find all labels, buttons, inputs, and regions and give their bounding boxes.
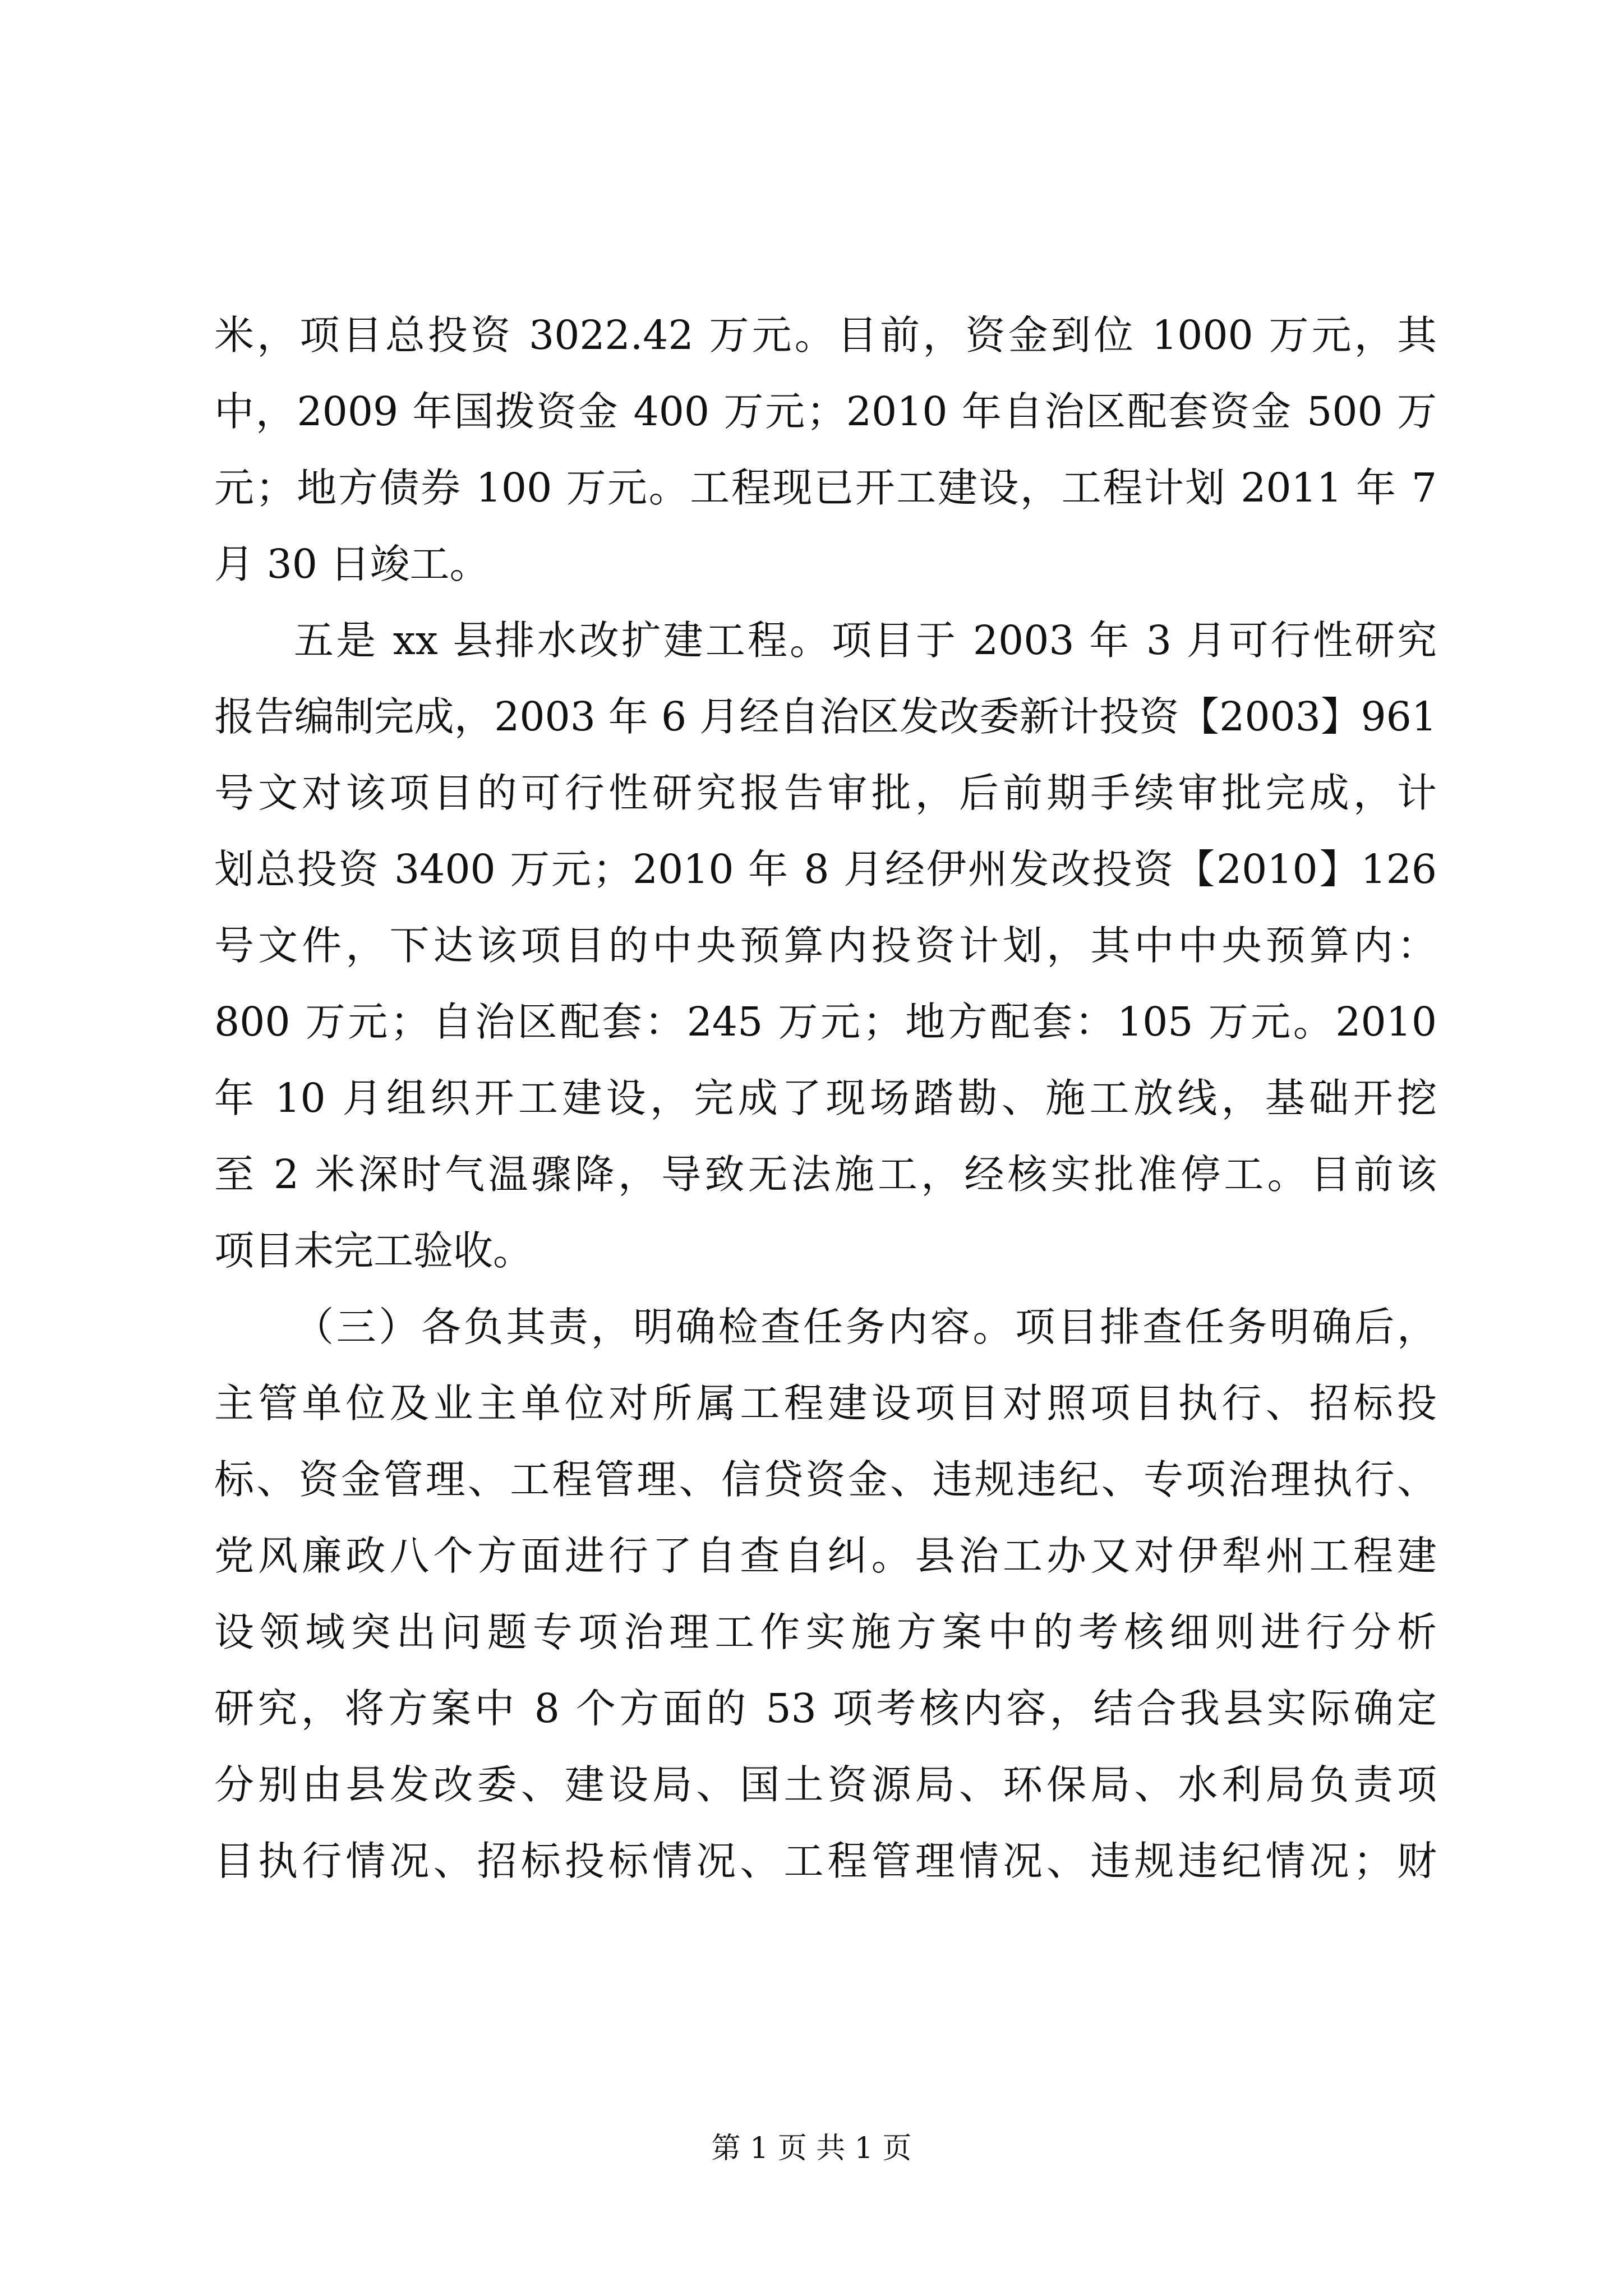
paragraph-line: 分别由县发改委、建设局、国土资源局、环保局、水利局负责项 [214, 1761, 1437, 1808]
document-body [214, 297, 1437, 1899]
paragraph-line: 划总投资 3400 万元；2010 年 8 月经伊州发改投资【2010】126 [214, 846, 1437, 892]
paragraph-line: 元；地方债券 100 万元。工程现已开工建设，工程计划 2011 年 7 [214, 464, 1437, 511]
paragraph-line: （三）各负其责，明确检查任务内容。项目排查任务明确后， [294, 1304, 1437, 1350]
paragraph-line: 至 2 米深时气温骤降，导致无法施工，经核实批准停工。目前该 [214, 1151, 1437, 1198]
paragraph-line: 号文对该项目的可行性研究报告审批，后前期手续审批完成，计 [214, 770, 1437, 816]
paragraph-line: 号文件，下达该项目的中央预算内投资计划，其中中央预算内： [214, 922, 1437, 969]
page-footer: 第 1 页 共 1 页 [711, 2132, 912, 2165]
paragraph-line: 目执行情况、招标投标情况、工程管理情况、违规违纪情况；财 [214, 1838, 1437, 1884]
paragraph-line: 项目未完工验收。 [214, 1227, 533, 1274]
paragraph-line: 党风廉政八个方面进行了自查自纠。县治工办又对伊犁州工程建 [214, 1533, 1437, 1579]
paragraph [214, 297, 1437, 602]
paragraph-line: 800 万元；自治区配套：245 万元；地方配套：105 万元。2010 [214, 999, 1437, 1045]
paragraph-line: 报告编制完成，2003 年 6 月经自治区发改委新计投资【2003】961 [214, 693, 1437, 740]
paragraph-line: 五是 xx 县排水改扩建工程。项目于 2003 年 3 月可行性研究 [294, 617, 1437, 664]
paragraph-line: 标、资金管理、工程管理、信贷资金、违规违纪、专项治理执行、 [214, 1456, 1437, 1503]
paragraph-line: 年 10 月组织开工建设，完成了现场踏勘、施工放线，基础开挖 [214, 1075, 1437, 1121]
paragraph [214, 602, 1437, 1289]
paragraph-line: 月 30 日竣工。 [214, 541, 490, 587]
paragraph-line: 中，2009 年国拨资金 400 万元；2010 年自治区配套资金 500 万 [214, 388, 1437, 435]
paragraph-line: 设领域突出问题专项治理工作实施方案中的考核细则进行分析 [214, 1609, 1437, 1655]
paragraph-line: 主管单位及业主单位对所属工程建设项目对照项目执行、招标投 [214, 1380, 1437, 1427]
paragraph-line: 研究，将方案中 8 个方面的 53 项考核内容，结合我县实际确定 [214, 1685, 1437, 1732]
paragraph [214, 1289, 1437, 1899]
paragraph-line: 米，项目总投资 3022.42 万元。目前，资金到位 1000 万元，其 [214, 312, 1437, 358]
